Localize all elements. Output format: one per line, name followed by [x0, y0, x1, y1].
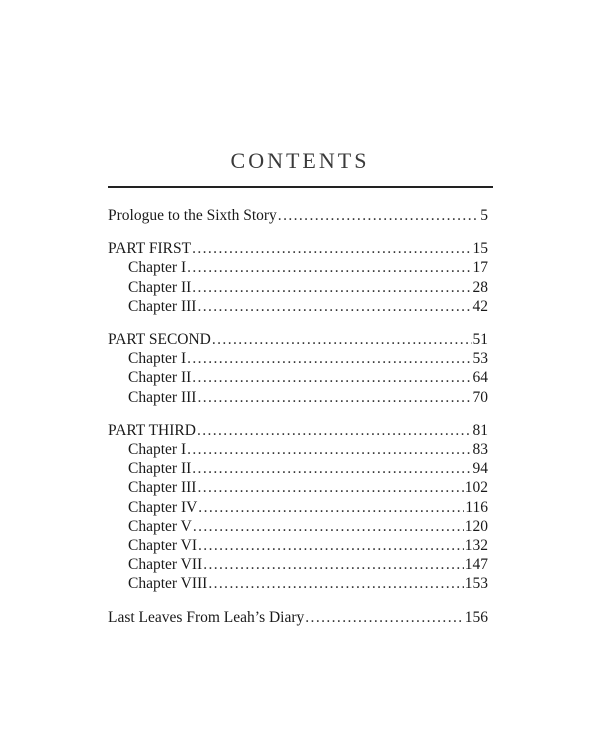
toc-section-entry[interactable]: [108, 239, 488, 258]
toc-chapter-entry[interactable]: [108, 555, 488, 574]
dot-leader: [198, 536, 464, 555]
toc-entry-page-number: 53: [472, 350, 488, 368]
toc-chapter-entry[interactable]: [108, 536, 488, 555]
toc-entry-label: Chapter V: [128, 517, 192, 535]
dot-leader: [203, 555, 464, 574]
toc-entry-page-number: 116: [465, 498, 488, 516]
dot-leader: [192, 459, 471, 478]
toc-entry-label: Chapter I: [128, 259, 187, 277]
toc-chapter-entry[interactable]: [108, 297, 488, 316]
dot-leader: [187, 349, 471, 368]
toc-chapter-entry[interactable]: [108, 440, 488, 459]
toc-chapter-entry[interactable]: [108, 349, 488, 368]
toc-chapter-entry[interactable]: [108, 574, 488, 593]
toc-chapter-entry[interactable]: [108, 368, 488, 387]
dot-leader: [278, 206, 479, 225]
toc-entry-page-number: 15: [472, 240, 488, 258]
toc-entry-page-number: 94: [472, 460, 488, 478]
toc-entry-page-number: 83: [472, 441, 488, 459]
toc-section-entry[interactable]: [108, 608, 488, 627]
page-title: CONTENTS: [230, 148, 370, 173]
toc-group: [108, 330, 488, 407]
toc-chapter-entry[interactable]: [108, 258, 488, 277]
toc-entry-page-number: 64: [472, 369, 488, 387]
toc-entry-label: Chapter VIII: [128, 575, 208, 593]
toc-entry-page-number: 42: [472, 297, 488, 315]
toc-entry-page-number: 156: [464, 608, 488, 626]
dot-leader: [305, 608, 463, 627]
dot-leader: [187, 258, 471, 277]
toc-entry-page-number: 5: [480, 207, 488, 224]
dot-leader: [192, 368, 471, 387]
toc-group: [108, 239, 488, 316]
dot-leader: [197, 297, 471, 316]
dot-leader: [208, 574, 463, 593]
dot-leader: [197, 388, 471, 407]
toc-entry-label: Chapter III: [128, 388, 197, 406]
toc-section-entry[interactable]: [108, 421, 488, 440]
toc-entry-label: Chapter II: [128, 460, 192, 478]
table-of-contents: [108, 206, 488, 641]
toc-chapter-entry[interactable]: [108, 278, 488, 297]
dot-leader: [197, 421, 472, 440]
toc-entry-label: Chapter II: [128, 369, 192, 387]
toc-entry-label: Prologue to the Sixth Story: [108, 207, 277, 224]
toc-chapter-entry[interactable]: [108, 459, 488, 478]
toc-entry-label: Chapter I: [128, 350, 187, 368]
toc-chapter-entry[interactable]: [108, 388, 488, 407]
toc-entry-page-number: 132: [464, 537, 488, 555]
toc-entry-page-number: 153: [464, 575, 488, 593]
toc-entry-label: Chapter IV: [128, 498, 198, 516]
toc-entry-label: Chapter III: [128, 479, 197, 497]
toc-entry-label: Chapter VI: [128, 537, 198, 555]
dot-leader: [187, 440, 471, 459]
toc-entry-label: Chapter II: [128, 278, 192, 296]
toc-entry-page-number: 102: [464, 479, 488, 497]
toc-entry-label: Last Leaves From Leah’s Diary: [108, 608, 305, 626]
dot-leader: [193, 517, 464, 536]
dot-leader: [198, 498, 464, 517]
toc-entry-label: PART FIRST: [108, 240, 192, 258]
toc-entry-page-number: 51: [472, 331, 488, 349]
toc-section-entry[interactable]: [108, 330, 488, 349]
dot-leader: [192, 278, 471, 297]
toc-entry-label: Chapter I: [128, 441, 187, 459]
toc-entry-label: Chapter VII: [128, 556, 203, 574]
toc-group: [108, 206, 488, 225]
toc-chapter-entry[interactable]: [108, 478, 488, 497]
toc-entry-page-number: 120: [464, 517, 488, 535]
toc-entry-page-number: 147: [464, 556, 488, 574]
toc-entry-page-number: 70: [472, 388, 488, 406]
toc-entry-page-number: 28: [472, 278, 488, 296]
toc-entry-label: Chapter III: [128, 297, 197, 315]
title-rule: [108, 186, 493, 188]
toc-chapter-entry[interactable]: [108, 498, 488, 517]
dot-leader: [192, 239, 471, 258]
toc-entry-label: PART SECOND: [108, 331, 211, 349]
toc-entry-page-number: 17: [472, 259, 488, 277]
toc-section-entry[interactable]: [108, 206, 488, 225]
toc-group: [108, 608, 488, 627]
dot-leader: [197, 478, 463, 497]
toc-chapter-entry[interactable]: [108, 517, 488, 536]
toc-entry-label: PART THIRD: [108, 421, 196, 439]
dot-leader: [212, 330, 472, 349]
toc-group: [108, 421, 488, 594]
toc-entry-page-number: 81: [472, 421, 488, 439]
